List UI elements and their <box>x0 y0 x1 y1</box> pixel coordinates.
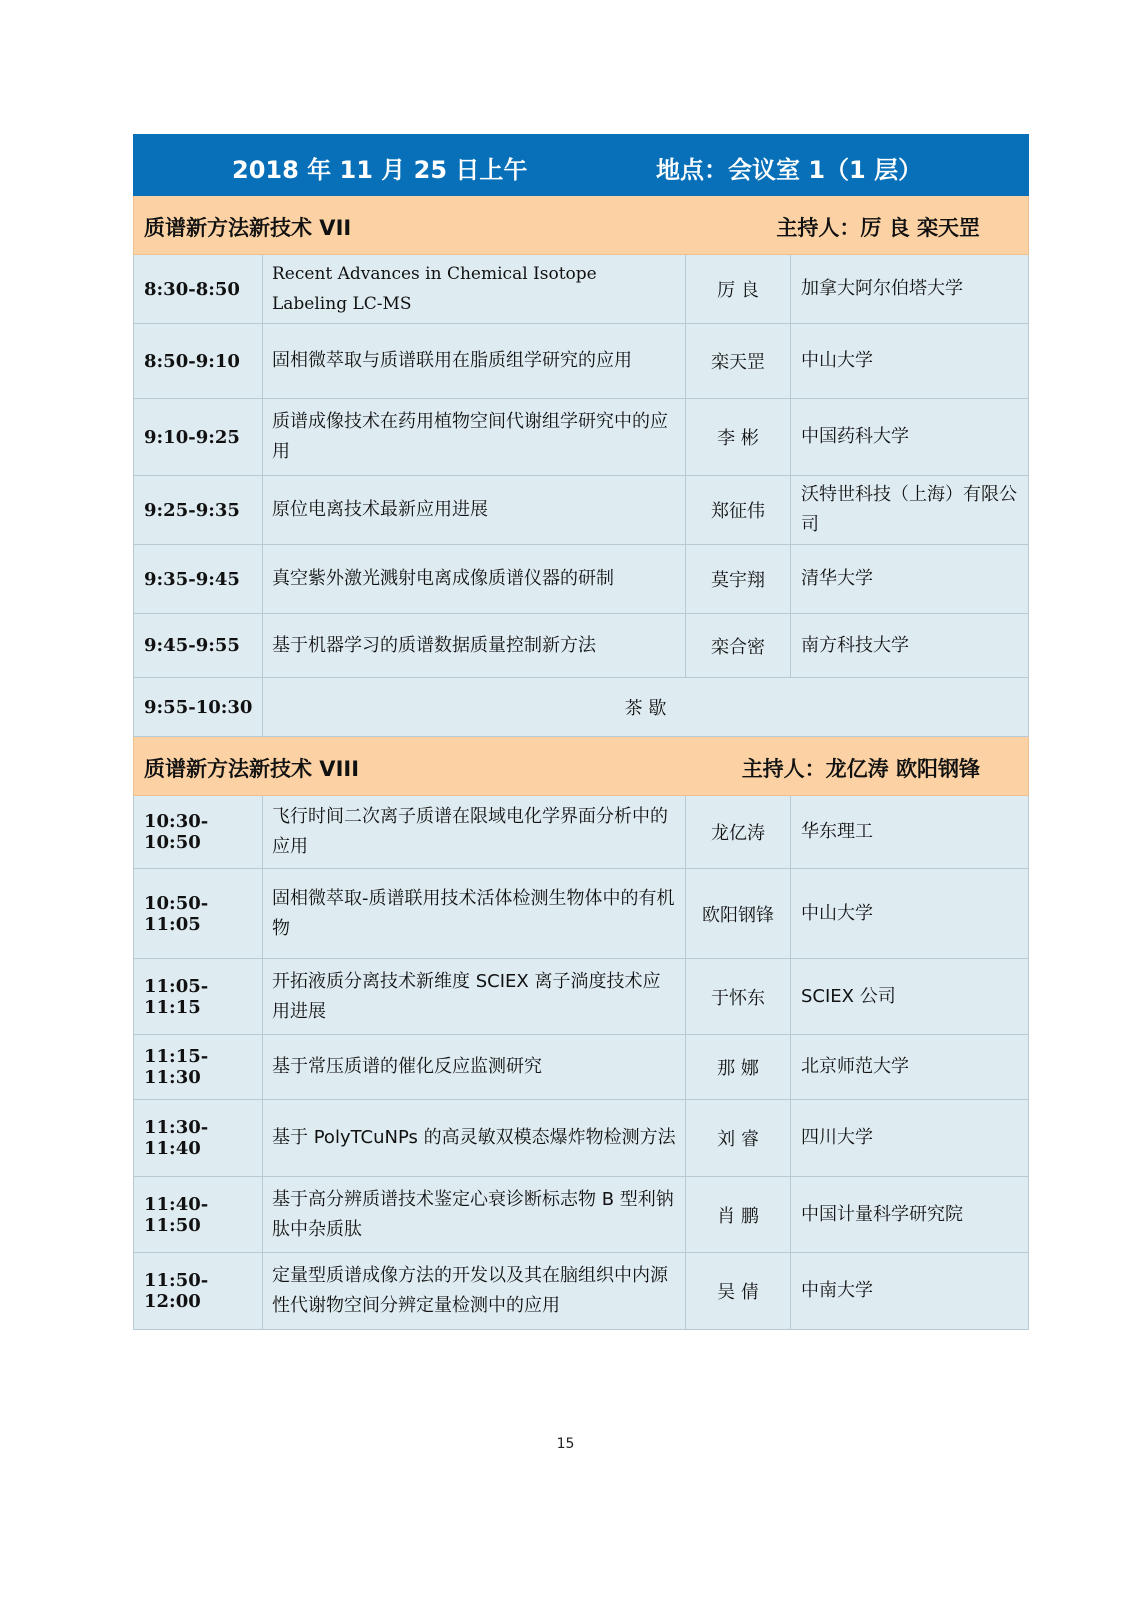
talk-title: 定量型质谱成像方法的开发以及其在脑组织中内源性代谢物空间分辨定量检测中的应用 <box>263 1253 686 1330</box>
schedule-header-row <box>134 135 1029 196</box>
session-location: 地点：会议室 1（1 层） <box>656 156 923 184</box>
break-label: 茶 歇 <box>263 678 1029 737</box>
talk-affiliation: 中山大学 <box>791 869 1029 959</box>
break-time: 9:55-10:30 <box>134 678 263 737</box>
talk-row <box>134 959 1029 1035</box>
talk-row <box>134 1177 1029 1253</box>
page-number: 15 <box>556 1436 575 1452</box>
talk-speaker: 栾合密 <box>686 614 791 678</box>
break-row <box>134 678 1029 737</box>
talk-affiliation: SCIEX 公司 <box>791 959 1029 1035</box>
talk-time: 9:25-9:35 <box>134 476 263 545</box>
session-hosts: 主持人：龙亿涛 欧阳钢锋 <box>741 757 980 781</box>
talk-time: 9:35-9:45 <box>134 545 263 614</box>
session-row <box>134 737 1029 796</box>
talk-affiliation: 沃特世科技（上海）有限公司 <box>791 476 1029 545</box>
talk-title: 基于 PolyTCuNPs 的高灵敏双模态爆炸物检测方法 <box>263 1100 686 1177</box>
talk-row <box>134 869 1029 959</box>
talk-speaker: 李 彬 <box>686 399 791 476</box>
talk-time: 11:30-11:40 <box>134 1100 263 1177</box>
talk-row <box>134 476 1029 545</box>
talk-title: 固相微萃取-质谱联用技术活体检测生物体中的有机物 <box>263 869 686 959</box>
talk-affiliation: 中山大学 <box>791 324 1029 399</box>
talk-speaker: 那 娜 <box>686 1035 791 1100</box>
talk-title: 基于机器学习的质谱数据质量控制新方法 <box>263 614 686 678</box>
talk-speaker: 吴 倩 <box>686 1253 791 1330</box>
talk-affiliation: 南方科技大学 <box>791 614 1029 678</box>
talk-affiliation: 北京师范大学 <box>791 1035 1029 1100</box>
talk-affiliation: 加拿大阿尔伯塔大学 <box>791 255 1029 324</box>
talk-time: 10:30-10:50 <box>134 796 263 869</box>
talk-row <box>134 1100 1029 1177</box>
talk-speaker: 莫宇翔 <box>686 545 791 614</box>
talk-time: 11:50-12:00 <box>134 1253 263 1330</box>
talk-row <box>134 1253 1029 1330</box>
talk-affiliation: 四川大学 <box>791 1100 1029 1177</box>
talk-row <box>134 255 1029 324</box>
talk-speaker: 刘 睿 <box>686 1100 791 1177</box>
talk-affiliation: 清华大学 <box>791 545 1029 614</box>
talk-title: 飞行时间二次离子质谱在限域电化学界面分析中的应用 <box>263 796 686 869</box>
talk-title: Recent Advances in Chemical Isotope Labeling LC-MS <box>263 255 686 324</box>
talk-affiliation: 华东理工 <box>791 796 1029 869</box>
talk-row <box>134 1035 1029 1100</box>
talk-time: 11:40-11:50 <box>134 1177 263 1253</box>
session-name: 质谱新方法新技术 VII <box>144 216 352 240</box>
talk-speaker: 郑征伟 <box>686 476 791 545</box>
talk-title: 质谱成像技术在药用植物空间代谢组学研究中的应用 <box>263 399 686 476</box>
talk-affiliation: 中南大学 <box>791 1253 1029 1330</box>
talk-title: 开拓液质分离技术新维度 SCIEX 离子淌度技术应用进展 <box>263 959 686 1035</box>
talk-title: 基于常压质谱的催化反应监测研究 <box>263 1035 686 1100</box>
talk-row <box>134 545 1029 614</box>
talk-title: 真空紫外激光溅射电离成像质谱仪器的研制 <box>263 545 686 614</box>
session-name: 质谱新方法新技术 VIII <box>144 757 360 781</box>
session-row <box>134 196 1029 255</box>
talk-time: 11:05-11:15 <box>134 959 263 1035</box>
talk-speaker: 厉 良 <box>686 255 791 324</box>
talk-title: 原位电离技术最新应用进展 <box>263 476 686 545</box>
talk-time: 8:50-9:10 <box>134 324 263 399</box>
talk-time: 9:10-9:25 <box>134 399 263 476</box>
session-hosts: 主持人：厉 良 栾天罡 <box>776 216 980 240</box>
talk-time: 11:15-11:30 <box>134 1035 263 1100</box>
talk-speaker: 于怀东 <box>686 959 791 1035</box>
talk-speaker: 龙亿涛 <box>686 796 791 869</box>
talk-row <box>134 399 1029 476</box>
session-datetime: 2018 年 11 月 25 日上午 <box>232 156 528 184</box>
talk-row <box>134 324 1029 399</box>
talk-affiliation: 中国药科大学 <box>791 399 1029 476</box>
talk-title: 固相微萃取与质谱联用在脂质组学研究的应用 <box>263 324 686 399</box>
talk-title: 基于高分辨质谱技术鉴定心衰诊断标志物 B 型利钠肽中杂质肽 <box>263 1177 686 1253</box>
talk-row <box>134 796 1029 869</box>
talk-time: 8:30-8:50 <box>134 255 263 324</box>
talk-speaker: 栾天罡 <box>686 324 791 399</box>
schedule-table <box>133 134 1029 1330</box>
talk-time: 10:50-11:05 <box>134 869 263 959</box>
talk-time: 9:45-9:55 <box>134 614 263 678</box>
talk-affiliation: 中国计量科学研究院 <box>791 1177 1029 1253</box>
talk-speaker: 欧阳钢锋 <box>686 869 791 959</box>
talk-speaker: 肖 鹏 <box>686 1177 791 1253</box>
talk-row <box>134 614 1029 678</box>
